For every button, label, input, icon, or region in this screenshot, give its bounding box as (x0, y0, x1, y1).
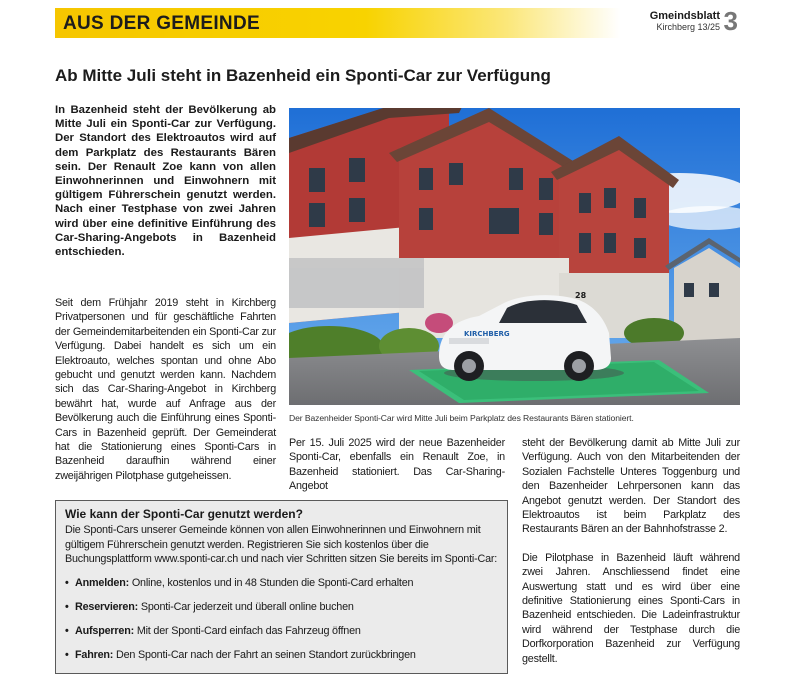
article-photo (289, 108, 740, 405)
photo-caption: Der Bazenheider Sponti-Car wird Mitte Juli beim Parkplatz des Restaurants Bären stationiert. (289, 413, 634, 423)
article-body-column-3 (522, 436, 740, 666)
info-box-intro: Die Sponti-Cars unserer Gemeinde können von allen Einwohnerinnen und Einwohnern mit gültigem Führerschein genutzt werden. Registrieren Sie sich kostenlos über die Buchungsplattform www.sponti-car.ch und nach vier Schritten sitzen Sie bereits im Sponti-Car: (65, 524, 498, 566)
info-box-title: Wie kann der Sponti-Car genutzt werden? (65, 507, 303, 521)
step-item (65, 648, 498, 662)
article-headline: Ab Mitte Juli steht in Bazenheid ein Sponti-Car zur Verfügung (55, 66, 551, 85)
step-text: Mit der Sponti-Card einfach das Fahrzeug öffnen (136, 624, 361, 637)
step-text: Den Sponti-Car nach der Fahrt an seinen Standort zurückbringen (116, 648, 416, 661)
article-body-column-3-para-2: Die Pilotphase in Bazenheid läuft während zwei Jahren. Anschliessend findet eine Auswertung statt und es wird über eine definitive Stationierung eines Sponti-Cars in Bazenheid entschieden. Die Ladeinfrastruktur wird während der Testphase durch die Dorfkorporation Bazenheid zur Verfügung gestellt. (522, 551, 740, 665)
issue-label: Kirchberg 13/25 (656, 22, 720, 32)
article-body-column-1: Seit dem Frühjahr 2019 steht in Kirchberg Privatpersonen und für geschäftliche Fahrten der Gemeindemitarbeitenden ein Sponti-Car zur Verfügung. Dabei handelt es sich um ein Elektroauto, welches spontan und ohne Abo gebucht und genutzt werden kann. Nachdem sich das Car-Sharing-Angebot in Kirchberg bewährt hat, wurde auf Anfrage aus der Bevölkerung auch die Einführung eines Sponti-Cars in Bazenheid geprüft. Der Gemeinderat hat die Stationierung eines Sponti-Cars in Bazenheid daraufhin während einer zweijährigen Pilotphase gutgeheissen. (55, 297, 276, 482)
step-item (65, 600, 498, 614)
step-label: Anmelden: (75, 576, 129, 589)
masthead (649, 6, 738, 36)
step-label: Aufsperren: (75, 624, 134, 637)
step-text: Online, kostenlos und in 48 Stunden die Sponti-Card erhalten (131, 576, 414, 589)
step-label: Reservieren: (75, 600, 139, 613)
article-body-column-2: Per 15. Juli 2025 wird der neue Bazenheider Sponti-Car, ebenfalls ein Renault Zoe, in Bazenheid stationiert. Das Car-Sharing-Angebot (289, 437, 505, 493)
publication-name: Gmeindsblatt (649, 10, 720, 22)
section-header-band (55, 8, 620, 38)
info-box (55, 500, 508, 674)
step-item (65, 576, 498, 590)
article-lead: In Bazenheid steht der Bevölkerung ab Mitte Juli ein Sponti-Car zur Verfügung. Der Standort des Elektroautos wird auf dem Parkplatz des Restaurants Bären sein. Der Renault Zoe kann von allen Einwohnerinnen und Einwohnern mit gültigem Führerschein genutzt werden. Nach einer Testphase von zwei Jahren wird über eine definitive Einführung des Car-Sharing-Angebots in Bazenheid entschieden. (55, 104, 276, 259)
article-body-column-3-para-1: steht der Bevölkerung damit ab Mitte Juli zur Verfügung. Auch von den Mitarbeitenden der Sozialen Fachstelle Unteres Toggenburg und den Bazenheider Lehrpersonen kann das Angebot genutzt werden. Der Standort des Elektroautos ist beim Parkplatz des Restaurants Bären an der Bahnhofstrasse 2. (522, 437, 740, 536)
page-number: 3 (723, 6, 738, 36)
step-label: Fahren: (75, 648, 114, 661)
car-logo-text: KIRCHBERG (464, 330, 510, 338)
section-title: AUS DER GEMEINDE (63, 13, 260, 34)
car-number-text: 28 (575, 291, 587, 300)
info-box-steps (65, 576, 498, 662)
step-text: Sponti-Car jederzeit und überall online buchen (140, 600, 354, 613)
step-item (65, 624, 498, 638)
